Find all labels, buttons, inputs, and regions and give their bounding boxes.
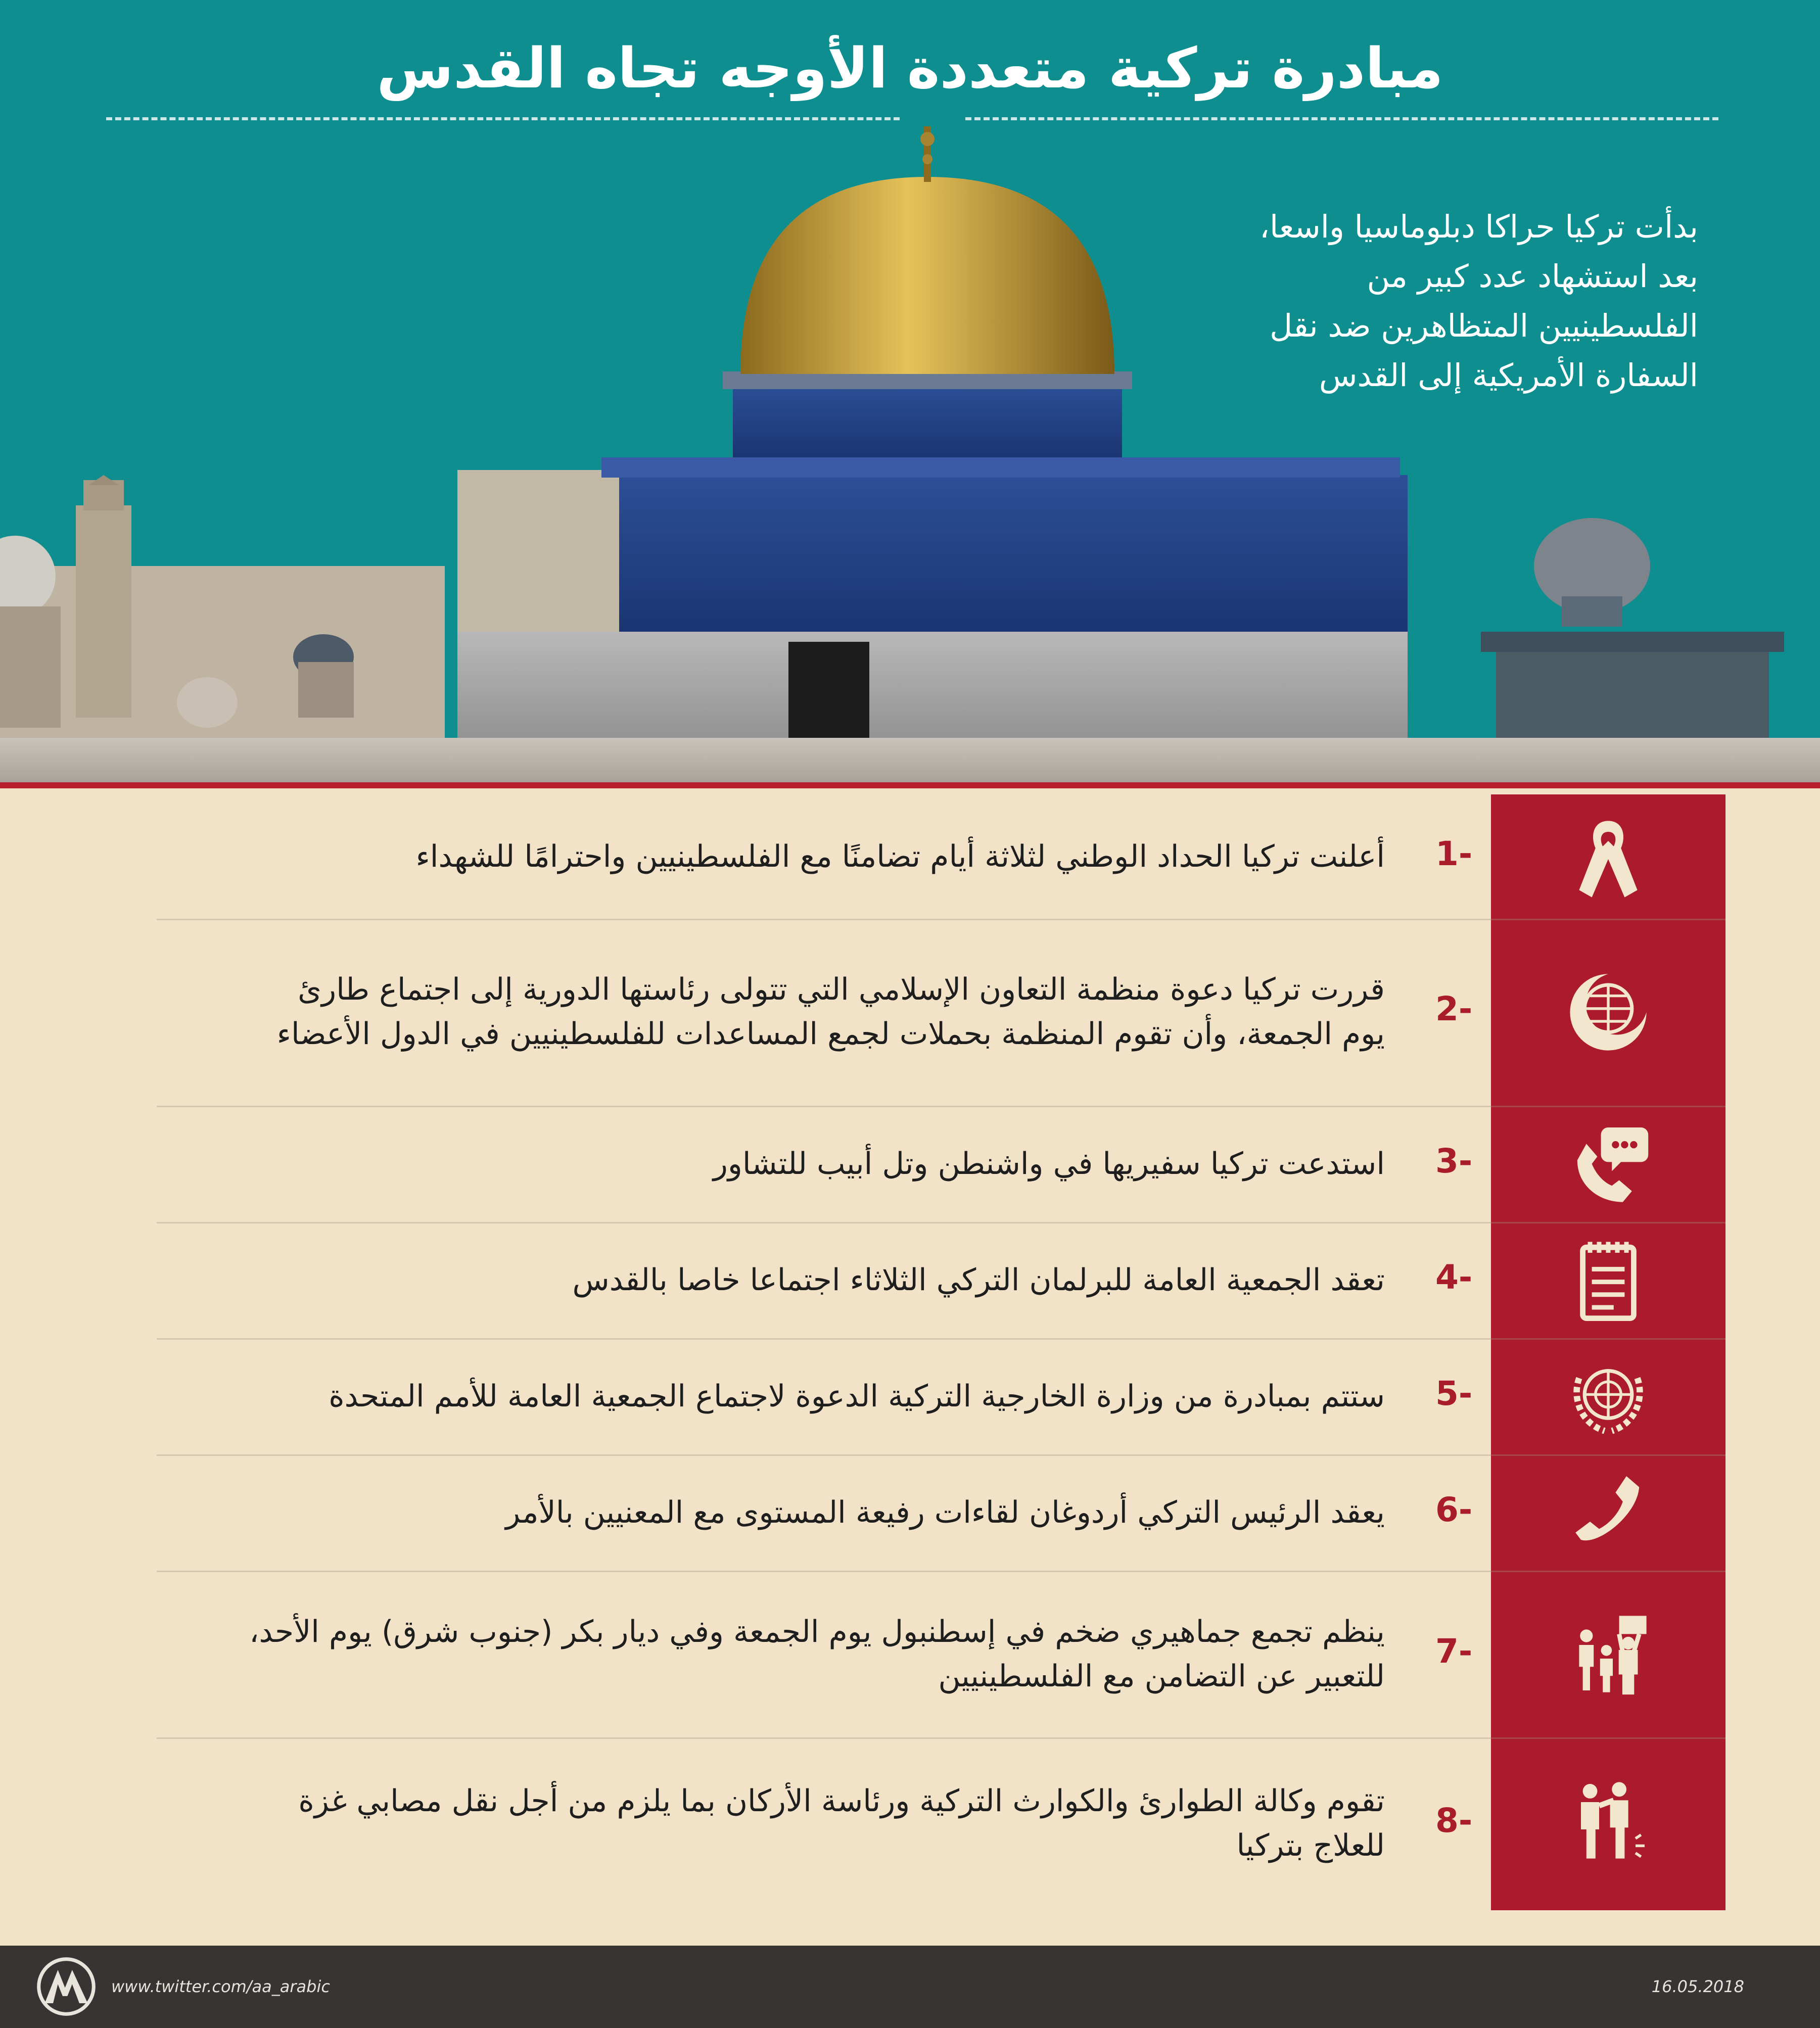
publish-date: 16.05.2018 bbox=[1651, 1977, 1744, 1996]
item-number: 8- bbox=[1435, 1801, 1473, 1840]
protest-crowd-icon bbox=[1563, 1609, 1654, 1700]
item-number: 3- bbox=[1435, 1142, 1473, 1181]
list-item bbox=[157, 1737, 1491, 1910]
item-number: 6- bbox=[1435, 1490, 1473, 1529]
item-number: 7- bbox=[1435, 1632, 1473, 1671]
intro-line: السفارة الأمريكية إلى القدس bbox=[1319, 357, 1698, 394]
intro-line: بدأت تركيا حراكا دبلوماسيا واسعا، bbox=[1259, 208, 1698, 245]
item-text: قررت تركيا دعوة منظمة التعاون الإسلامي التي تتولى رئاستها الدورية إلى اجتماع طارئ يوم الجمعة، وأن تقوم المنظمة بحملات لجمع المساعدات للفلسطينيين في الدول الأعضاء bbox=[276, 972, 1385, 1052]
footer-bar bbox=[0, 1946, 1820, 2028]
item-text: أعلنت تركيا الحداد الوطني لثلاثة أيام تضامنًا مع الفلسطينيين واحترامًا للشهداء bbox=[415, 839, 1385, 874]
un-emblem-icon bbox=[1563, 1351, 1654, 1442]
item-text: يعقد الرئيس التركي أردوغان لقاءات رفيعة المستوى مع المعنيين بالأمر bbox=[505, 1495, 1385, 1530]
item-text: استدعت تركيا سفيريها في واشنطن وتل أبيب للتشاور bbox=[713, 1146, 1385, 1182]
oic-emblem-icon bbox=[1563, 967, 1654, 1058]
anadolu-agency-logo bbox=[36, 1957, 96, 2016]
hero-section bbox=[0, 0, 1820, 783]
ribbon-icon bbox=[1563, 814, 1654, 905]
list-item bbox=[157, 1222, 1491, 1338]
item-number: 4- bbox=[1435, 1258, 1473, 1297]
measures-list bbox=[0, 788, 1820, 1946]
item-number: 1- bbox=[1435, 834, 1473, 873]
list-item bbox=[157, 794, 1491, 919]
item-text: ستتم بمبادرة من وزارة الخارجية التركية الدعوة لاجتماع الجمعية العامة للأمم المتحدة bbox=[329, 1379, 1385, 1414]
intro-line: الفلسطينيين المتظاهرين ضد نقل bbox=[1270, 307, 1698, 344]
intro-line: بعد استشهاد عدد كبير من bbox=[1367, 258, 1698, 295]
red-divider bbox=[0, 782, 1820, 788]
list-item bbox=[157, 919, 1491, 1106]
item-text: ينظم تجمع جماهيري ضخم في إسطنبول يوم الجمعة وفي ديار بكر (جنوب شرق) يوم الأحد، للتعبير عن التضامن مع الفلسطينيين bbox=[249, 1614, 1385, 1694]
title-divider-right bbox=[965, 117, 1718, 120]
list-item bbox=[157, 1106, 1491, 1222]
item-number: 5- bbox=[1435, 1374, 1473, 1413]
list-item bbox=[157, 1571, 1491, 1737]
list-item bbox=[157, 1454, 1491, 1571]
notepad-icon bbox=[1563, 1235, 1654, 1326]
item-text: تقوم وكالة الطوارئ والكوارث التركية ورئاسة الأركان بما يلزم من أجل نقل مصابي غزة للعلاج بتركيا bbox=[298, 1783, 1385, 1863]
intro-paragraph bbox=[1203, 202, 1698, 400]
page-title: مبادرة تركية متعددة الأوجه تجاه القدس bbox=[377, 36, 1443, 101]
title-divider-left bbox=[106, 117, 900, 120]
phone-icon bbox=[1563, 1467, 1654, 1558]
injured-aid-icon bbox=[1563, 1775, 1654, 1866]
twitter-link[interactable]: www.twitter.com/aa_arabic bbox=[111, 1977, 330, 1996]
item-text: تعقد الجمعية العامة للبرلمان التركي الثلاثاء اجتماعا خاصا بالقدس bbox=[572, 1262, 1385, 1298]
item-number: 2- bbox=[1435, 989, 1473, 1028]
list-item bbox=[157, 1338, 1491, 1454]
phone-chat-icon bbox=[1563, 1118, 1654, 1209]
